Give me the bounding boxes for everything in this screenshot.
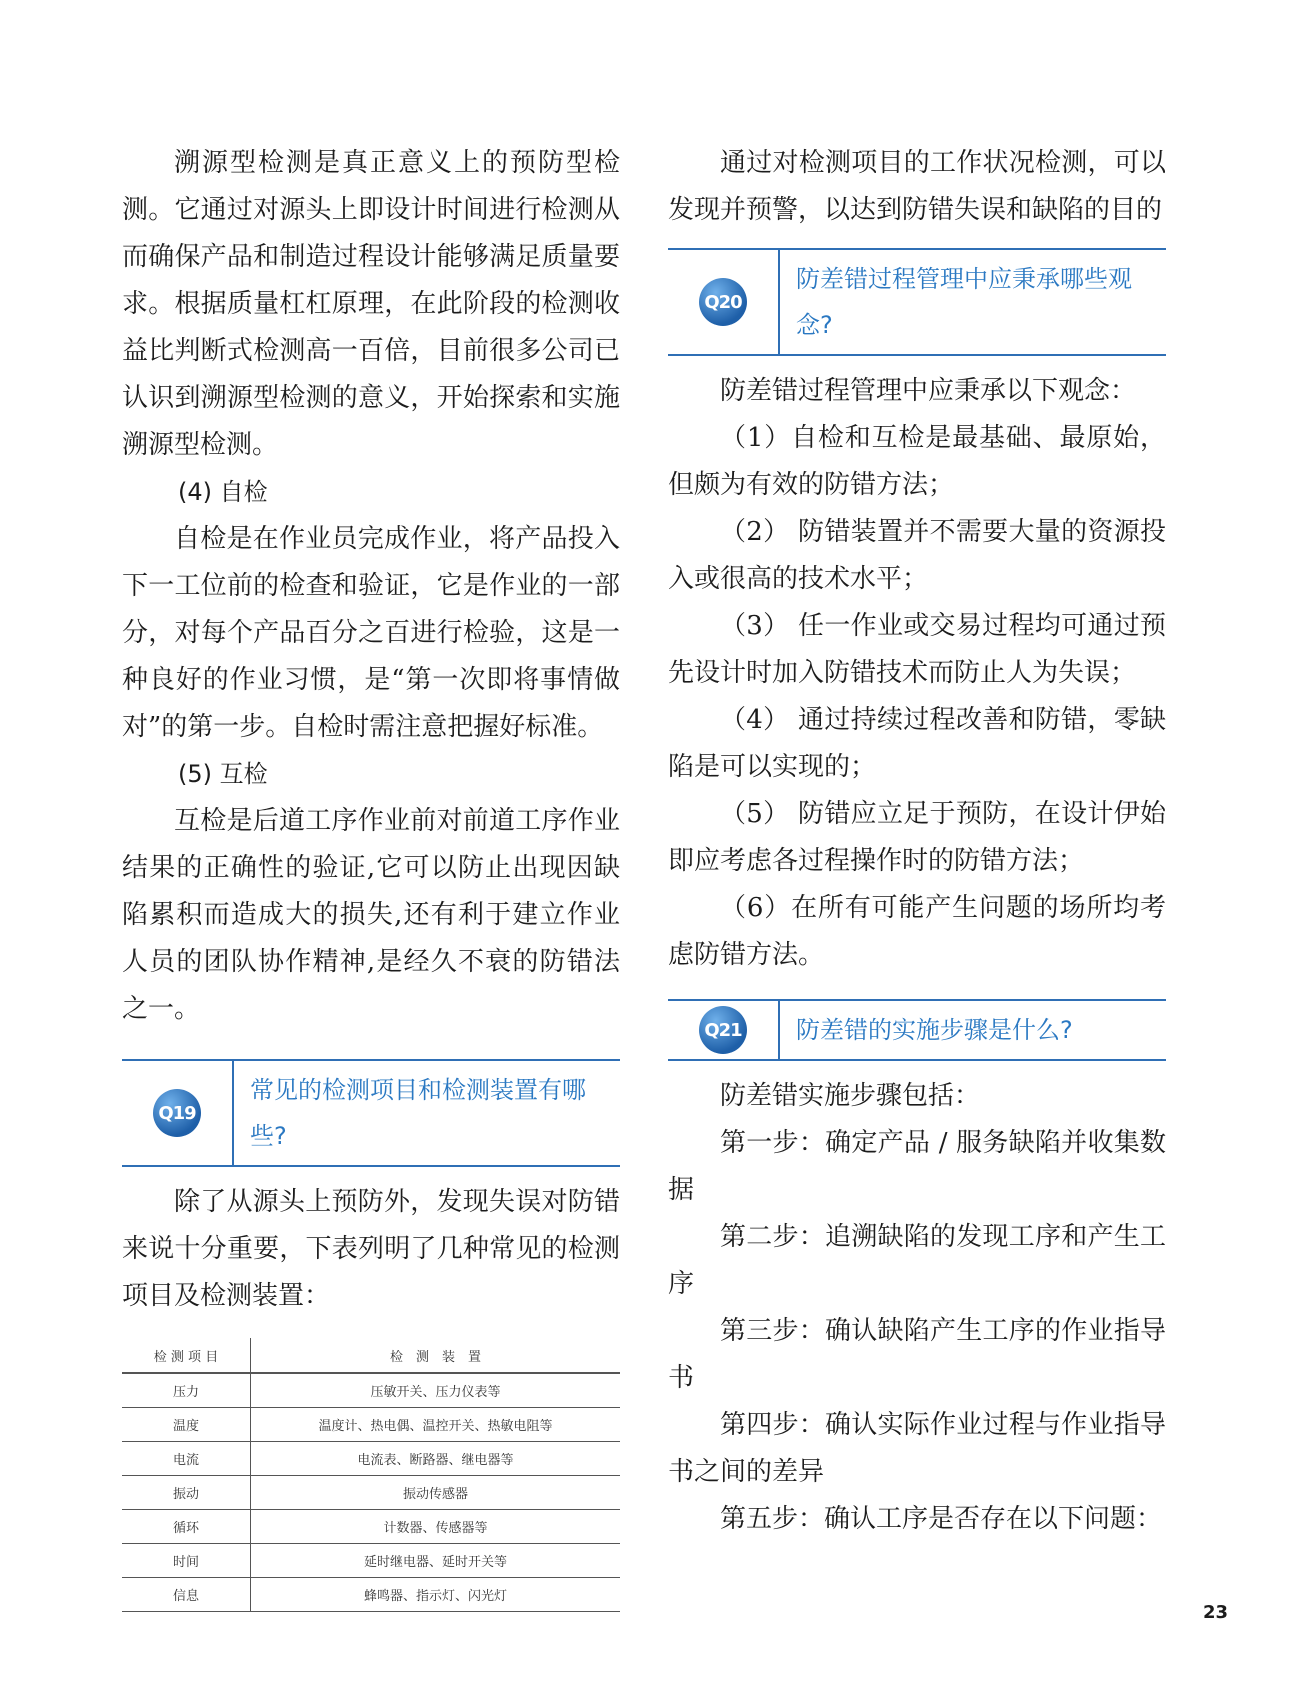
subheading-self-check: (4) 自检: [178, 478, 268, 506]
paragraph: 溯源型检测是真正意义上的预防型检测。它通过对源头上即设计时间进行检测从而确保产品和制造过程设计能够满足质量要求。根据质量杠杠原理，在此阶段的检测收益比判断式检测高一百倍，目前很多公司已认识到溯源型检测的意义，开始探索和实施溯源型检测。: [122, 148, 620, 460]
paragraph: 除了从源头上预防外，发现失误对防错来说十分重要，下表列明了几种常见的检测项目及检测装置：: [122, 1187, 620, 1311]
table-cell: 振动传感器: [251, 1476, 621, 1510]
table-row: [122, 1476, 620, 1510]
table-header: 检 测 项 目: [122, 1338, 251, 1373]
step-item: 第一步：确定产品 / 服务缺陷并收集数据: [668, 1128, 1166, 1205]
q21-title: 防差错的实施步骤是什么?: [796, 1016, 1073, 1044]
detection-table: [122, 1338, 620, 1612]
table-cell: 电流: [122, 1442, 251, 1476]
step-item: 第五步：确认工序是否存在以下问题：: [720, 1504, 1163, 1534]
table-cell: 电流表、断路器、继电器等: [251, 1442, 621, 1476]
paragraph: 自检是在作业员完成作业，将产品投入下一工位前的检查和验证，它是作业的一部分，对每个产品百分之百进行检验，这是一种良好的作业习惯，是“第一次即将事情做对”的第一步。自检时需注意把握好标准。: [122, 524, 620, 742]
list-item: （2） 防错装置并不需要大量的资源投入或很高的技术水平；: [668, 517, 1166, 594]
table-row: [122, 1544, 620, 1578]
step-item: 第二步：追溯缺陷的发现工序和产生工序: [668, 1222, 1166, 1299]
question-box-q21: [668, 999, 1166, 1061]
table-cell: 信息: [122, 1578, 251, 1612]
list-item: （5） 防错应立足于预防，在设计伊始即应考虑各过程操作时的防错方法；: [668, 799, 1166, 876]
paragraph: 互检是后道工序作业前对前道工序作业结果的正确性的验证,它可以防止出现因缺陷累积而造成大的损失,还有利于建立作业人员的团队协作精神,是经久不衰的防错法之一。: [122, 806, 620, 1024]
table-cell: 压力: [122, 1373, 251, 1408]
paragraph: 防差错过程管理中应秉承以下观念：: [720, 376, 1137, 406]
table-cell: 温度计、热电偶、温控开关、热敏电阻等: [251, 1408, 621, 1442]
list-item: （4） 通过持续过程改善和防错，零缺陷是可以实现的；: [668, 705, 1166, 782]
step-item: 第三步：确认缺陷产生工序的作业指导书: [668, 1316, 1166, 1393]
paragraph: 防差错实施步骤包括：: [720, 1081, 981, 1111]
table-header-row: [122, 1338, 620, 1373]
step-item: 第四步：确认实际作业过程与作业指导书之间的差异: [668, 1410, 1166, 1487]
table-cell: 温度: [122, 1408, 251, 1442]
question-box-q20: [668, 248, 1166, 356]
subheading-mutual-check: (5) 互检: [178, 760, 268, 788]
table-row: [122, 1442, 620, 1476]
list-item: （1）自检和互检是最基础、最原始，但颇为有效的防错方法；: [668, 423, 1166, 500]
table-cell: 振动: [122, 1476, 251, 1510]
q21-badge: Q21: [699, 1006, 747, 1054]
question-box-q19: [122, 1059, 620, 1167]
table-cell: 计数器、传感器等: [251, 1510, 621, 1544]
table-row: [122, 1510, 620, 1544]
q20-title: 防差错过程管理中应秉承哪些观念?: [796, 265, 1132, 339]
table-header: 检 测 装 置: [251, 1338, 621, 1373]
q19-badge: Q19: [153, 1089, 201, 1137]
table-cell: 时间: [122, 1544, 251, 1578]
table-row: [122, 1373, 620, 1408]
table-cell: 循环: [122, 1510, 251, 1544]
q20-badge: Q20: [699, 278, 747, 326]
right-column: [668, 140, 1166, 1543]
list-item: （6）在所有可能产生问题的场所均考虑防错方法。: [668, 893, 1166, 970]
table-row: [122, 1408, 620, 1442]
table-cell: 蜂鸣器、指示灯、闪光灯: [251, 1578, 621, 1612]
table-cell: 压敏开关、压力仪表等: [251, 1373, 621, 1408]
left-column: [122, 140, 620, 1612]
page-number: 23: [1202, 1602, 1228, 1623]
list-item: （3） 任一作业或交易过程均可通过预先设计时加入防错技术而防止人为失误；: [668, 611, 1166, 688]
table-row: [122, 1578, 620, 1612]
table-cell: 延时继电器、延时开关等: [251, 1544, 621, 1578]
paragraph: 通过对检测项目的工作状况检测，可以发现并预警，以达到防错失误和缺陷的目的: [668, 148, 1166, 225]
q19-title: 常见的检测项目和检测装置有哪些?: [250, 1076, 586, 1150]
